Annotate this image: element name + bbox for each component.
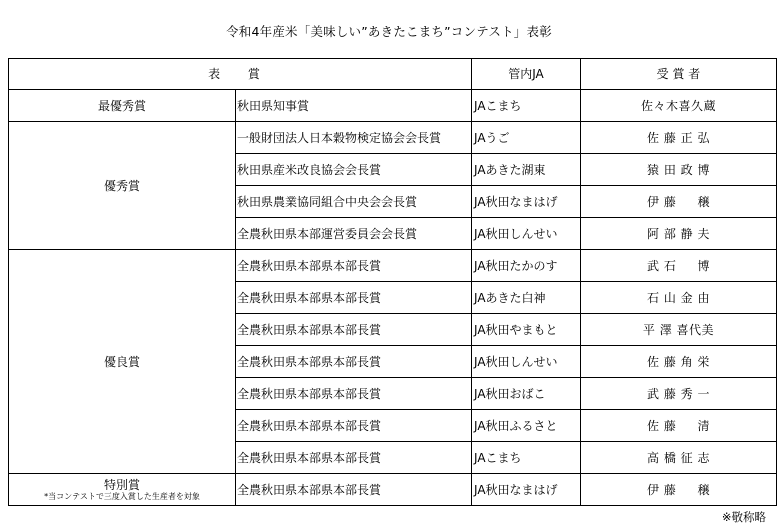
award-name-cell: 全農秋田県本部県本部長賞 <box>236 442 472 474</box>
award-name-cell: 全農秋田県本部県本部長賞 <box>236 250 472 282</box>
table-row <box>9 122 777 154</box>
award-category-note: *当コンテストで三度入賞した生産者を対象 <box>44 491 200 501</box>
ja-cell: JA秋田ふるさと <box>472 410 581 442</box>
ja-cell: JA秋田なまはげ <box>472 474 581 506</box>
award-name-cell: 全農秋田県本部県本部長賞 <box>236 282 472 314</box>
ja-cell: JA秋田たかのす <box>472 250 581 282</box>
table-row <box>9 90 777 122</box>
award-category <box>9 474 236 506</box>
awards-body <box>9 90 777 506</box>
winner-cell: 平 澤 喜代美 <box>581 314 777 346</box>
winner-cell: 佐々木喜久蔵 <box>581 90 777 122</box>
ja-cell: JAこまち <box>472 442 581 474</box>
award-category <box>9 250 236 474</box>
award-name-cell: 全農秋田県本部県本部長賞 <box>236 410 472 442</box>
award-name-cell: 全農秋田県本部県本部長賞 <box>236 346 472 378</box>
ja-cell: JA秋田しんせい <box>472 346 581 378</box>
ja-cell: JAあきた白神 <box>472 282 581 314</box>
winner-cell: 高 橋 征 志 <box>581 442 777 474</box>
award-category-label: 最優秀賞 <box>97 98 146 113</box>
winner-cell: 佐 藤 清 <box>581 410 777 442</box>
winner-cell: 石 山 金 由 <box>581 282 777 314</box>
winner-cell: 伊 藤 穣 <box>581 474 777 506</box>
ja-cell: JA秋田しんせい <box>472 218 581 250</box>
award-category-label: 優秀賞 <box>103 178 140 193</box>
header-ja: 管内JA <box>472 59 581 90</box>
ja-cell: JAこまち <box>472 90 581 122</box>
award-name-cell: 秋田県産米改良協会会長賞 <box>236 154 472 186</box>
ja-cell: JAあきた湖東 <box>472 154 581 186</box>
award-name-cell: 全農秋田県本部県本部長賞 <box>236 314 472 346</box>
ja-cell: JA秋田やまもと <box>472 314 581 346</box>
honorific-note: ※敬称略 <box>721 510 766 524</box>
winner-cell: 猿 田 政 博 <box>581 154 777 186</box>
award-name-cell: 全農秋田県本部県本部長賞 <box>236 378 472 410</box>
winner-cell: 武 石 博 <box>581 250 777 282</box>
winner-cell: 佐 藤 角 栄 <box>581 346 777 378</box>
page-title: 令和4年産米「美味しい”あきたこまち”コンテスト」表彰 <box>226 24 552 39</box>
winner-cell: 伊 藤 穣 <box>581 186 777 218</box>
winner-cell: 武 藤 秀 一 <box>581 378 777 410</box>
header-row <box>9 59 777 90</box>
award-category <box>9 122 236 250</box>
ja-cell: JAうご <box>472 122 581 154</box>
award-name-cell: 秋田県農業協同組合中央会会長賞 <box>236 186 472 218</box>
header-winner: 受 賞 者 <box>581 59 777 90</box>
table-row <box>9 250 777 282</box>
award-category-label: 特別賞 <box>103 477 140 492</box>
award-name-cell: 全農秋田県本部運営委員会会長賞 <box>236 218 472 250</box>
winner-cell: 阿 部 静 夫 <box>581 218 777 250</box>
award-category <box>9 90 236 122</box>
ja-cell: JA秋田おばこ <box>472 378 581 410</box>
header-award: 表 賞 <box>9 59 472 90</box>
award-name-cell: 全農秋田県本部県本部長賞 <box>236 474 472 506</box>
award-category-label: 優良賞 <box>103 354 140 369</box>
awards-table <box>8 58 777 506</box>
table-row <box>9 474 777 506</box>
winner-cell: 佐 藤 正 弘 <box>581 122 777 154</box>
award-name-cell: 秋田県知事賞 <box>236 90 472 122</box>
ja-cell: JA秋田なまはげ <box>472 186 581 218</box>
award-name-cell: 一般財団法人日本穀物検定協会会長賞 <box>236 122 472 154</box>
